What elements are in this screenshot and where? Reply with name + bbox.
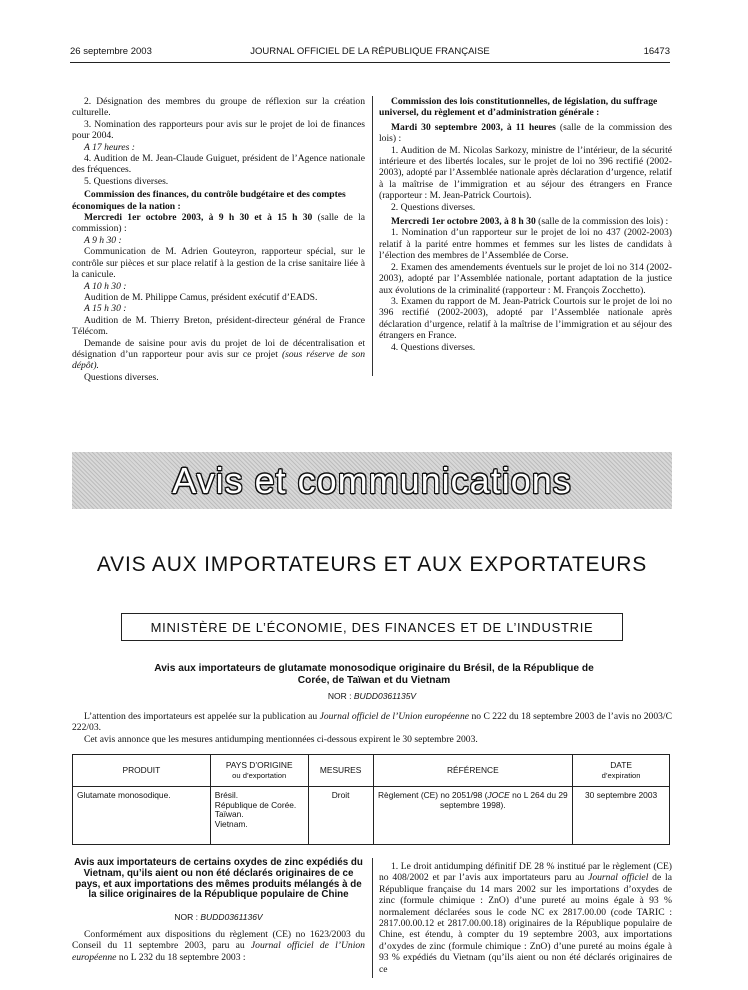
notice-paragraph [72, 711, 672, 734]
journal-reference: Journal officiel de l’Union européenne [319, 711, 470, 722]
notice-paragraph [379, 861, 672, 975]
agenda-item: Audition de M. Thierry Breton, président-directeur général de France Télécom. [72, 314, 365, 338]
meeting-place: (salle de la commission) : [72, 212, 365, 235]
country: Vietnam. [214, 818, 248, 829]
time-label: A 9 h 30 : [84, 234, 122, 246]
notice-body [72, 929, 365, 963]
agenda-item: 5. Questions diverses. [84, 175, 169, 187]
meeting-line [379, 122, 672, 145]
header-line: ou d’exportation [232, 770, 287, 780]
text-span: de la République française du 14 mars 2002 sur les importations d’oxydes de zinc (formule chimique : ZnO) d’une pureté au moins égale à 93 % normalement déclarées sous le code NC ex 2817.00.00 (code TARIC : 2817.00.00.12 et 2817.00.00.18) originaires de la République populaire de Chine, est étendu, à compter du 19 septembre 2003, aux importations d’oxydes de zinc (formule chimique : ZnO) d’une pureté au moins égale à 93 % expédiés du Vietnam (qu’ils aient ou non été déclarés originaires de ce [379, 872, 672, 975]
notice-body [72, 711, 672, 745]
section-title: AVIS AUX IMPORTATEURS ET AUX EXPORTATEURS [96, 553, 648, 576]
country: Taïwan. [214, 809, 244, 819]
commission-heading: Commission des finances, du contrôle budgétaire et des comptes économiques de la nation : [72, 189, 346, 212]
agenda-item: 1. Audition de M. Nicolas Sarkozy, ministre de l’intérieur, de la sécurité intérieure et des libertés locales, sur le projet de loi no 396 rectifié (2002-2003), adopté par l’Assemblée nationale après déclaration d’urgence, relatif à la maîtrise de l’immigration et au séjour des étrangers en France (rapporteur : M. Jean-Patrick Courtois). [379, 144, 672, 202]
agenda-item: 2. Examen des amendements éventuels sur le projet de loi no 314 (2002-2003), adopté par l’Assemblée nationale, portant adaptation de la justice aux évolutions de la criminalité (rapporteur : M. François Zocchetto). [379, 261, 672, 296]
agenda-item: Questions diverses. [84, 371, 159, 383]
page-number: 16473 [643, 46, 670, 57]
table-row [73, 787, 670, 845]
meeting-date: Mercredi 1er octobre 2003, à 9 h 30 et à 15 h 30 [84, 212, 313, 224]
cell-reference [373, 787, 573, 845]
cell-produit: Glutamate monosodique. [73, 787, 211, 845]
text-span: Règlement (CE) no 2051/98 ( [378, 790, 488, 800]
column-header [210, 755, 308, 787]
journal-reference: JOCE [487, 790, 510, 800]
column-divider [372, 96, 373, 376]
meeting-place: (salle de la commission des lois) : [379, 121, 672, 145]
nor-label: NOR : [174, 912, 199, 922]
notice-body [379, 861, 672, 975]
meeting-line [72, 212, 365, 235]
header-line: DATE [610, 760, 632, 770]
text-span: 1. Le droit antidumping définitif DE 28 % institué par le règlement (CE) no 408/2002 et par l’avis aux importateurs paru au [379, 861, 672, 884]
commission-heading: Commission des lois constitutionnelles, de législation, du suffrage universel, du règlement et d’administration générale : [379, 96, 658, 119]
agenda-item: 2. Questions diverses. [391, 201, 476, 213]
agenda-item: 2. Désignation des membres du groupe de réflexion sur la création culturelle. [72, 96, 365, 119]
cell-mesures: Droit [308, 787, 373, 845]
notice-paragraph [72, 929, 365, 963]
right-column [379, 96, 672, 353]
meeting-place: (salle de la commission des lois) : [538, 216, 669, 228]
header-date: 26 septembre 2003 [70, 46, 152, 57]
text-span: no L 264 du 29 septembre 1998). [440, 790, 568, 810]
column-header: RÉFÉRENCE [373, 755, 573, 787]
nor-value: BUDD0361135V [353, 691, 417, 701]
notice-title: Avis aux importateurs de glutamate monosodique originaire du Brésil, de la République de Corée, de Taïwan et du Vietnam [154, 663, 594, 686]
nor-reference [72, 912, 365, 922]
agenda-item: Communication de M. Adrien Gouteyron, rapporteur spécial, sur le contrôle sur pièces et sur place relatif à la gestion de la crise sanitaire liée à la canicule. [72, 246, 365, 281]
meeting-line [379, 216, 672, 227]
journal-reference: Journal officiel de l’Union européenne [72, 940, 365, 963]
header-rule [70, 62, 670, 63]
section-banner [72, 452, 672, 509]
header-line: PAYS D’ORIGINE [225, 760, 293, 770]
column-header: MESURES [308, 755, 373, 787]
meeting-date: Mardi 30 septembre 2003, à 11 heures [391, 121, 556, 133]
column-header [573, 755, 670, 787]
table-header-row [73, 755, 670, 787]
text-span: L’attention des importateurs est appelée sur la publication au [84, 711, 318, 722]
nor-value: BUDD0361136V [200, 912, 263, 922]
nor-label: NOR : [327, 691, 352, 701]
saisine-text: Demande de saisine pour avis du projet de loi de décentralisation et désignation d’un rapporteur pour avis sur ce projet [72, 337, 365, 360]
left-column [72, 96, 365, 383]
text-span: no L 232 du 18 septembre 2003 : [118, 951, 246, 963]
time-label: A 15 h 30 : [84, 303, 127, 315]
ministry-name: MINISTÈRE DE L’ÉCONOMIE, DES FINANCES ET DE L’INDUSTRIE [150, 619, 594, 635]
page-header [70, 46, 670, 62]
notice-title: Avis aux importateurs de certains oxydes de zinc expédiés du Vietnam, qu’ils aient ou non été déclarés originaires de ce pays, et aux importations des mêmes produits mélangés à de la silice originaires de la République populaire de Chine [74, 857, 363, 901]
banner-text: Avis et communications [172, 459, 572, 501]
agenda-item: Audition de M. Philippe Camus, président exécutif d’EADS. [84, 291, 318, 303]
agenda-item: 4. Audition de M. Jean-Claude Guiguet, président de l’Agence nationale des fréquences. [72, 153, 365, 176]
antidumping-table [72, 754, 670, 845]
ministry-box [121, 613, 623, 641]
meeting-date: Mercredi 1er octobre 2003, à 8 h 30 [391, 216, 536, 228]
header-line: d’expiration [601, 770, 641, 780]
time-label: A 10 h 30 : [84, 280, 127, 292]
notice-paragraph: Cet avis annonce que les mesures antidumping mentionnées ci-dessous expirent le 30 septembre 2003. [84, 733, 478, 745]
journal-title: JOURNAL OFFICIEL DE LA RÉPUBLIQUE FRANÇAISE [250, 46, 490, 57]
agenda-item: 3. Examen du rapport de M. Jean-Patrick Courtois sur le projet de loi no 396 rectifié (2002-2003), adopté par l’Assemblée nationale après déclaration d’urgence, relatif à la maîtrise de l’immigration et au séjour des étrangers en France. [379, 295, 672, 342]
time-label: A 17 heures : [84, 141, 135, 153]
column-divider [372, 858, 373, 978]
agenda-item: 1. Nomination d’un rapporteur sur le projet de loi no 437 (2002-2003) relatif à la parité entre hommes et femmes sur les listes de candidats à l’élection des membres de l’Assemblée de Corse. [379, 227, 672, 262]
saisine-note: (sous réserve de son dépôt). [72, 348, 365, 372]
agenda-item: 4. Questions diverses. [391, 341, 476, 353]
country: Brésil. [214, 790, 239, 800]
journal-reference: Journal officiel [588, 872, 649, 884]
country: République de Corée. [214, 799, 297, 810]
text-span: Conformément aux dispositions du règlement (CE) no 1623/2003 du Conseil du 11 septembre 2003, paru au [72, 929, 365, 952]
column-header: PRODUIT [73, 755, 211, 787]
nor-reference [72, 691, 672, 701]
agenda-item [72, 338, 365, 372]
agenda-item: 3. Nomination des rapporteurs pour avis sur le projet de loi de finances pour 2004. [72, 118, 365, 142]
cell-pays [210, 787, 308, 845]
cell-date: 30 septembre 2003 [573, 787, 670, 845]
text-span: no C 222 du 18 septembre 2003 de l’avis no 2003/C 222/03. [72, 711, 672, 734]
